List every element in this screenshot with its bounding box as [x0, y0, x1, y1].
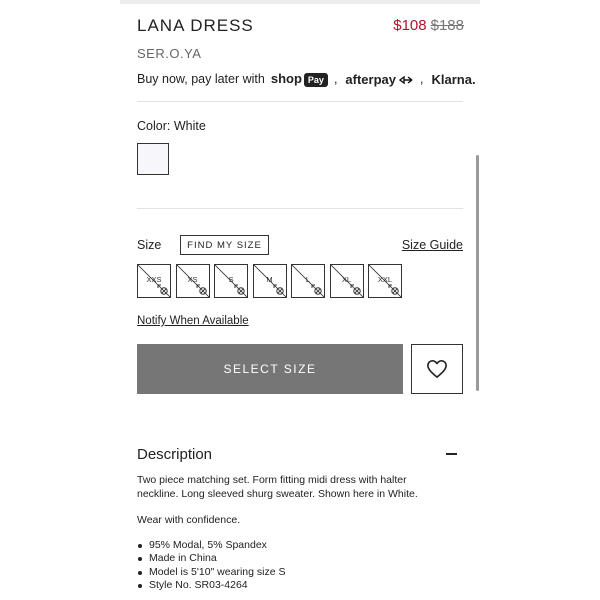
brand-link[interactable]: SER.O.YA: [137, 46, 202, 61]
description-heading[interactable]: Description: [137, 446, 213, 463]
heart-icon: [426, 359, 448, 379]
size-option-label: S: [228, 275, 234, 284]
color-swatch-white[interactable]: [137, 143, 169, 175]
color-label: Color: White: [137, 119, 206, 133]
wishlist-button[interactable]: [411, 344, 463, 394]
list-item: 95% Modal, 5% Spandex: [137, 539, 285, 552]
price-block: [393, 17, 464, 34]
list-item: Model is 5'10" wearing size S: [137, 566, 285, 579]
pay-later-row: [137, 70, 476, 88]
scrollbar[interactable]: [476, 155, 479, 391]
size-option[interactable]: [137, 264, 171, 298]
notify-bell-icon: [350, 284, 362, 296]
top-edge-bar: [120, 0, 480, 4]
afterpay-label: afterpay: [345, 71, 396, 87]
list-item: Made in China: [137, 552, 285, 565]
shop-label: shop: [270, 71, 302, 86]
divider: [137, 208, 463, 209]
notify-bell-icon: [234, 284, 246, 296]
original-price: $188: [430, 17, 464, 34]
notify-bell-icon: [311, 284, 323, 296]
list-item: Style No. SR03-4264: [137, 579, 285, 592]
divider: [137, 101, 463, 102]
size-option[interactable]: [291, 264, 325, 298]
size-option-label: XS: [187, 275, 198, 284]
size-option-label: L: [305, 275, 311, 284]
select-size-button[interactable]: SELECT SIZE: [137, 344, 403, 394]
separator: ,: [333, 72, 338, 86]
size-option-label: XL: [341, 275, 352, 284]
notify-bell-icon: [273, 284, 285, 296]
description-body: [137, 474, 437, 528]
size-label: Size: [137, 238, 162, 252]
find-my-size-button[interactable]: FIND MY SIZE: [180, 235, 269, 255]
size-option[interactable]: [176, 264, 210, 298]
size-option-label: XXL: [377, 275, 393, 284]
size-option-label: M: [266, 275, 273, 284]
description-paragraph: Two piece matching set. Form fitting midi dress with halter neckline. Long sleeved shurg sweater. Shown here in White.: [137, 474, 418, 500]
notify-bell-icon: [196, 284, 208, 296]
description-bullets: [137, 539, 285, 593]
size-option[interactable]: [368, 264, 402, 298]
shop-pay-logo[interactable]: [271, 71, 328, 87]
notify-bell-icon: [388, 284, 400, 296]
notify-when-available-link[interactable]: Notify When Available: [137, 315, 249, 327]
product-title: LANA DRESS: [137, 16, 254, 35]
size-option[interactable]: [330, 264, 364, 298]
separator: ,: [420, 72, 424, 86]
pay-later-text: Buy now, pay later with: [137, 72, 265, 86]
afterpay-logo[interactable]: [345, 72, 414, 87]
pay-badge: Pay: [304, 73, 328, 87]
size-option-label: XXS: [146, 275, 162, 284]
description-tagline: Wear with confidence.: [137, 514, 241, 526]
size-guide-link[interactable]: Size Guide: [401, 238, 463, 252]
sale-price: $108: [393, 17, 427, 34]
size-option[interactable]: [214, 264, 248, 298]
size-option[interactable]: [253, 264, 287, 298]
minus-icon[interactable]: [446, 453, 457, 455]
klarna-logo[interactable]: Klarna.: [431, 71, 476, 87]
afterpay-arrows-icon: [398, 75, 414, 85]
notify-bell-icon: [157, 284, 169, 296]
